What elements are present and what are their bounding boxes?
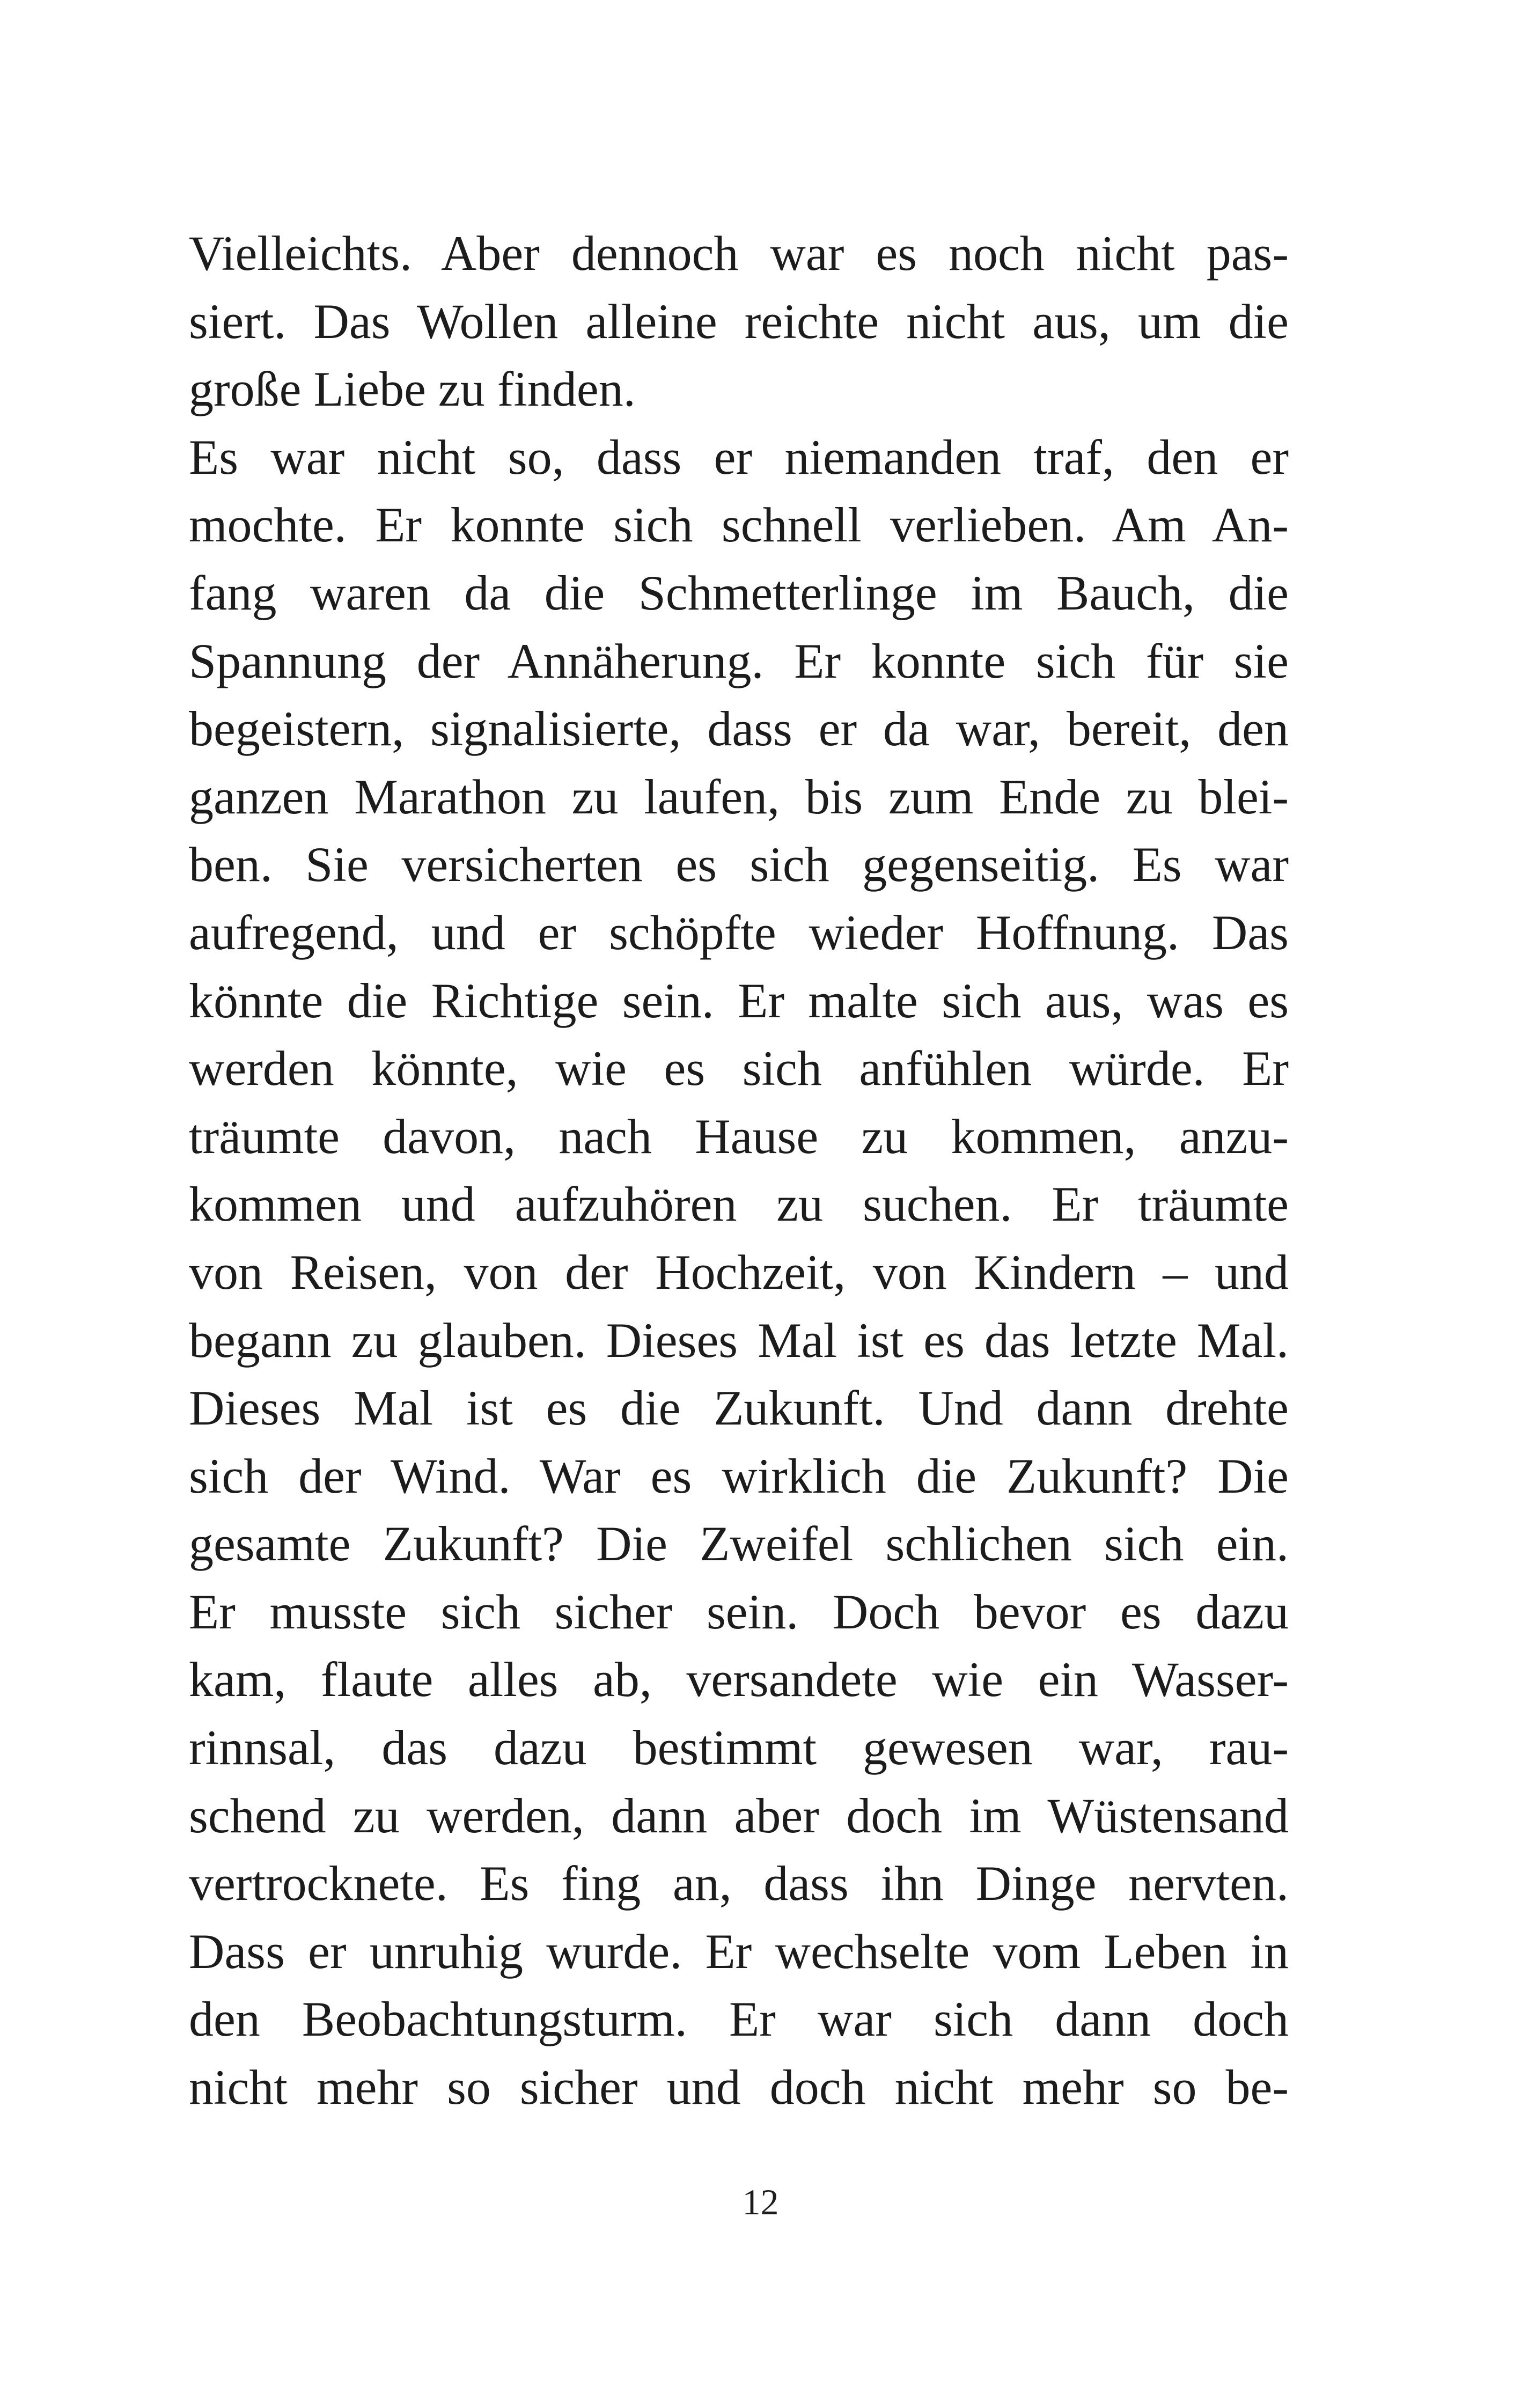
text-line: siert. Das Wollen alleine reichte nicht aus, um die: [189, 293, 1289, 349]
text-line: Vielleichts. Aber dennoch war es noch nicht pas-: [189, 226, 1289, 281]
text-line: den Beobachtungsturm. Er war sich dann doch: [189, 1992, 1289, 2047]
text-line: Spannung der Annäherung. Er konnte sich für sie: [189, 633, 1289, 688]
text-line: sich der Wind. War es wirklich die Zukunft? Die: [189, 1448, 1289, 1503]
text-line: gesamte Zukunft? Die Zweifel schlichen sich ein.: [189, 1516, 1289, 1572]
text-line: kam, flaute alles ab, versandete wie ein Wasser-: [189, 1652, 1289, 1707]
text-line: ganzen Marathon zu laufen, bis zum Ende zu blei-: [189, 769, 1289, 824]
text-line: schend zu werden, dann aber doch im Wüstensand: [189, 1788, 1289, 1843]
text-line: Er musste sich sicher sein. Doch bevor es dazu: [189, 1584, 1289, 1639]
text-line: Dieses Mal ist es die Zukunft. Und dann drehte: [189, 1381, 1289, 1436]
text-line: Es war nicht so, dass er niemanden traf, den er: [189, 429, 1289, 484]
text-line: werden könnte, wie es sich anfühlen würde. Er: [189, 1041, 1289, 1096]
text-line: ben. Sie versicherten es sich gegenseitig. Es war: [189, 837, 1289, 892]
text-line: große Liebe zu finden.: [189, 362, 636, 417]
text-line: aufregend, und er schöpfte wieder Hoffnung. Das: [189, 905, 1289, 960]
text-line: träumte davon, nach Hause zu kommen, anzu-: [189, 1108, 1289, 1164]
text-line: begann zu glauben. Dieses Mal ist es das letzte Mal.: [189, 1312, 1289, 1368]
text-line: kommen und aufzuhören zu suchen. Er träumte: [189, 1177, 1289, 1232]
text-line: von Reisen, von der Hochzeit, von Kindern – und: [189, 1244, 1289, 1300]
text-line: nicht mehr so sicher und doch nicht mehr so be-: [189, 2060, 1289, 2115]
page-number: 12: [742, 2182, 779, 2222]
text-line: mochte. Er konnte sich schnell verlieben. Am An-: [189, 497, 1289, 553]
text-line: könnte die Richtige sein. Er malte sich aus, was es: [189, 973, 1289, 1028]
text-line: fang waren da die Schmetterlinge im Bauch, die: [189, 565, 1289, 620]
text-line: Dass er unruhig wurde. Er wechselte vom Leben in: [189, 1924, 1289, 1979]
text-line: vertrocknete. Es fing an, dass ihn Dinge nervten.: [189, 1856, 1289, 1911]
text-line: rinnsal, das dazu bestimmt gewesen war, rau-: [189, 1720, 1289, 1775]
body-text: [189, 219, 1289, 2121]
text-line: begeistern, signalisierte, dass er da war, bereit, den: [189, 701, 1289, 757]
